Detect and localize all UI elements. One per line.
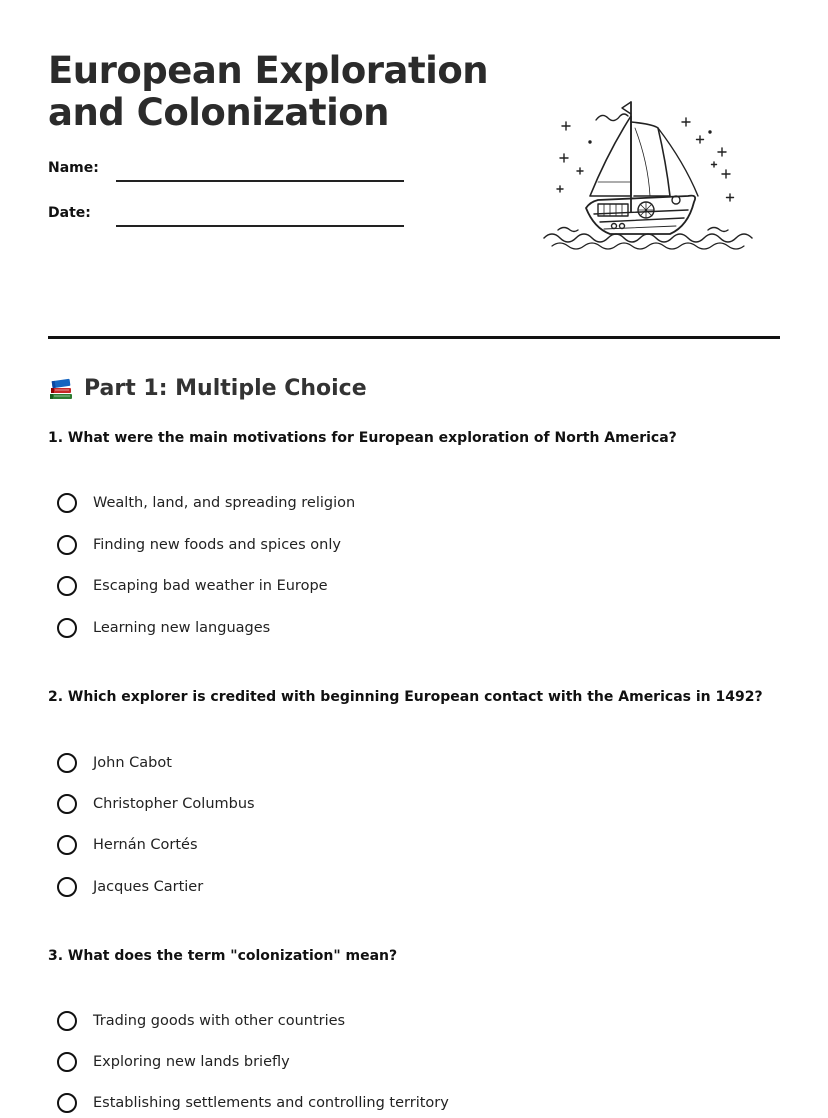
- section-title: [48, 372, 367, 406]
- radio-button[interactable]: [57, 1052, 77, 1072]
- radio-button[interactable]: [57, 1093, 77, 1113]
- option-label: Exploring new lands briefly: [93, 1054, 290, 1070]
- question-1-option-4[interactable]: [57, 615, 270, 641]
- option-label: Jacques Cartier: [93, 879, 204, 895]
- option-label: Finding new foods and spices only: [93, 537, 341, 553]
- date-input-line[interactable]: [116, 225, 404, 227]
- star-icon: [557, 118, 734, 201]
- option-label: Wealth, land, and spreading religion: [93, 495, 356, 511]
- radio-button[interactable]: [57, 753, 77, 773]
- question-2-option-3[interactable]: [57, 832, 198, 858]
- radio-button[interactable]: [57, 535, 77, 555]
- name-input-line[interactable]: [116, 180, 404, 182]
- radio-button[interactable]: [57, 493, 77, 513]
- radio-button[interactable]: [57, 835, 77, 855]
- question-1-option-2[interactable]: [57, 532, 341, 558]
- option-label: Learning new languages: [93, 620, 271, 636]
- radio-button[interactable]: [57, 794, 77, 814]
- question-3-option-1[interactable]: [57, 1008, 345, 1034]
- question-3-option-3[interactable]: [57, 1090, 449, 1116]
- question-1-option-1[interactable]: [57, 490, 355, 516]
- radio-button[interactable]: [57, 877, 77, 897]
- radio-button[interactable]: [57, 1011, 77, 1031]
- question-1-option-3[interactable]: [57, 573, 328, 599]
- radio-button[interactable]: [57, 618, 77, 638]
- question-3: 3. What does the term "colonization" mean?: [48, 948, 398, 964]
- question-2-option-2[interactable]: [57, 791, 255, 817]
- option-label: Trading goods with other countries: [93, 1013, 346, 1029]
- option-label: Hernán Cortés: [93, 837, 198, 853]
- question-3-option-2[interactable]: [57, 1049, 290, 1075]
- section-title-text: Part 1: Multiple Choice: [84, 376, 367, 401]
- option-label: Escaping bad weather in Europe: [93, 578, 328, 594]
- title-line-1: European Exploration: [48, 49, 489, 92]
- question-2-option-4[interactable]: [57, 874, 203, 900]
- radio-button[interactable]: [57, 576, 77, 596]
- option-label: John Cabot: [93, 755, 172, 771]
- section-divider: [48, 336, 780, 339]
- option-label: Christopher Columbus: [93, 796, 255, 812]
- name-label: Name:: [48, 160, 99, 176]
- sailing-ship-icon: [538, 92, 754, 258]
- question-1: 1. What were the main motivations for European exploration of North America?: [48, 430, 677, 446]
- title-line-2: and Colonization: [48, 91, 390, 134]
- books-icon: [48, 376, 74, 402]
- page-title: [48, 50, 518, 134]
- question-2: 2. Which explorer is credited with beginning European contact with the Americas in 1492?: [48, 689, 763, 705]
- option-label: Establishing settlements and controlling territory: [93, 1095, 449, 1111]
- date-label: Date:: [48, 205, 91, 221]
- question-2-option-1[interactable]: [57, 750, 172, 776]
